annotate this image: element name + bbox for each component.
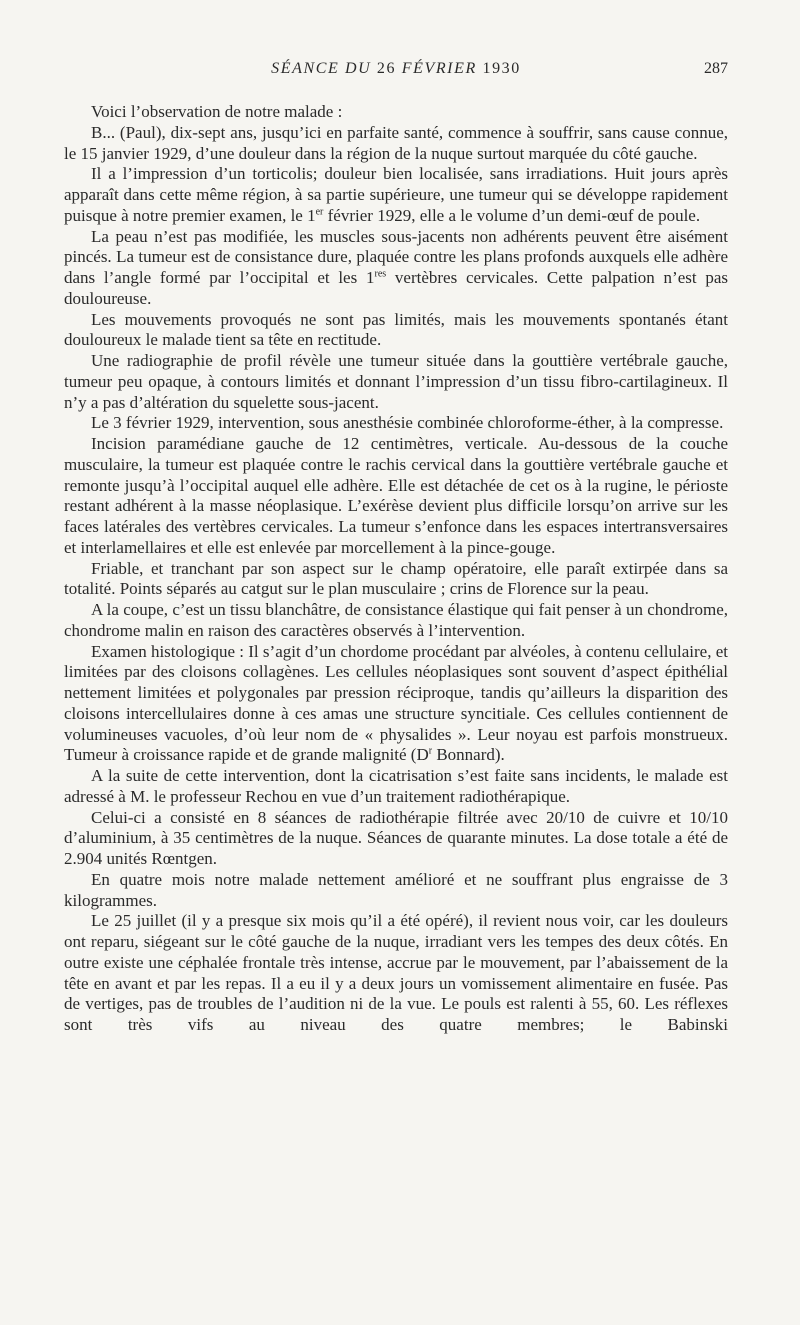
running-head (64, 60, 728, 78)
body-text (64, 102, 728, 1036)
paragraph: A la suite de cette intervention, dont la cicatrisation s’est faite sans incidents, le malade est adressé à M. le professeur Rechou en vue d’un traitement radiothérapique. (64, 766, 728, 806)
running-head-part2: FÉVRIER (396, 60, 483, 77)
running-head-year: 1930 (482, 60, 521, 77)
paragraph: Le 3 février 1929, intervention, sous anesthésie combinée chloroforme-éther, à la compresse. (91, 413, 724, 433)
paragraph: Celui-ci a consisté en 8 séances de radiothérapie filtrée avec 20/10 de cuivre et 10/10 d’aluminium, à 35 centimètres de la nuque. Séances de quarante minutes. La dose totale a été de 2.904 unités Rœntgen. (64, 807, 728, 868)
paragraph: Les mouvements provoqués ne sont pas limités, mais les mouvements spontanés étant douloureux le malade tient sa tête en rectitude. (64, 309, 728, 350)
paragraph: A la coupe, c’est un tissu blanchâtre, de consistance élastique qui fait penser à un chondrome, chondrome malin en raison des caractères observés à l’intervention. (64, 600, 728, 640)
paragraph: En quatre mois notre malade nettement amélioré et ne souffrant plus engraisse de 3 kilogrammes. (64, 869, 728, 910)
paragraph: B... (Paul), dix-sept ans, jusqu’ici en parfaite santé, commence à souffrir, sans cause connue, le 15 janvier 1929, d’une douleur dans la région de la nuque surtout marquée du côté gauche. (64, 122, 728, 163)
paragraph: Le 25 juillet (il y a presque six mois qu’il a été opéré), il revient nous voir, car les douleurs ont reparu, siégeant sur le côté gauche de la nuque, irradiant vers les tempes des deux côtés. En outre existe une céphalée frontale très intense, accrue par le mouvement, par l’abaissement de la tête en avant et par les repas. Il a eu il y a deux jours un vomissement alimentaire en fusée. Pas de vertiges, pas de troubles de l’audition ni de la vue. Le pouls est ralenti à 55, 60. Les réflexes sont très vifs au niveau des quatre membres; le Babinski (64, 911, 728, 1034)
running-head-part1: SÉANCE DU (271, 60, 377, 77)
running-head-day: 26 (376, 60, 397, 77)
paragraph: Friable, et tranchant par son aspect sur le champ opératoire, elle paraît extirpée dans sa totalité. Points séparés au catgut sur le plan musculaire ; crins de Florence sur la peau. (64, 558, 728, 599)
paragraph: Voici l’observation de notre malade : (91, 102, 343, 121)
paragraph: Il a l’impression d’un torticolis; douleur bien localisée, sans irradiations. Huit jours après apparaît dans cette même région, à sa partie supérieure, une tumeur qui se développe rapidement puisque à notre premier examen, le 1er février 1929, elle a le volume d’un demi-œuf de poule. (64, 164, 728, 225)
paragraph: Examen histologique : Il s’agit d’un chordome procédant par alvéoles, à contenu cellulaire, et limitées par des cloisons collagènes. Les cellules néoplasiques sont souvent d’aspect épithélial nettement limitées et polygonales par pression réciproque, tandis qu’ailleurs la disparition des cloisons intercellulaires donne à ces amas une structure syncitiale. Ces cellules contiennent de volumineuses vacuoles, d’où leur nom de « physalides ». Leur noyau est parfois monstrueux. Tumeur à croissance rapide et de grande malignité ($D^r$ Bonnard). (64, 641, 728, 765)
page-header (64, 60, 728, 84)
page-number: 287 (704, 60, 728, 77)
paragraph: Incision paramédiane gauche de 12 centimètres, verticale. Au-dessous de la couche musculaire, la tumeur est plaquée contre le rachis cervical dans la gouttière vertébrale gauche et remonte jusqu’à l’occipital auquel elle adhère. Elle est détachée de cet os à la rugine, le périoste restant adhérent à la masse néoplasique. L’exérèse devient plus difficile lorsqu’on arrive sur les faces latérales des vertèbres cervicales. La tumeur s’enfonce dans les espaces intertransversaires et interlamellaires et elle est enlevée par morcellement à la pince-gouge. (64, 434, 728, 557)
paragraph: Une radiographie de profil révèle une tumeur située dans la gouttière vertébrale gauche, tumeur peu opaque, à contours limités et donnant l’impression d’un tissu fibro-cartilagineux. Il n’y a pas d’altération du squelette sous-jacent. (64, 351, 728, 412)
paragraph: La peau n’est pas modifiée, les muscles sous-jacents non adhérents peuvent être aisément pincés. La tumeur est de consistance dure, plaquée contre les plans profonds auxquels elle adhère dans l’angle formé par l’occipital et les 1res vertèbres cervicales. Cette palpation n’est pas douloureuse. (64, 226, 728, 308)
